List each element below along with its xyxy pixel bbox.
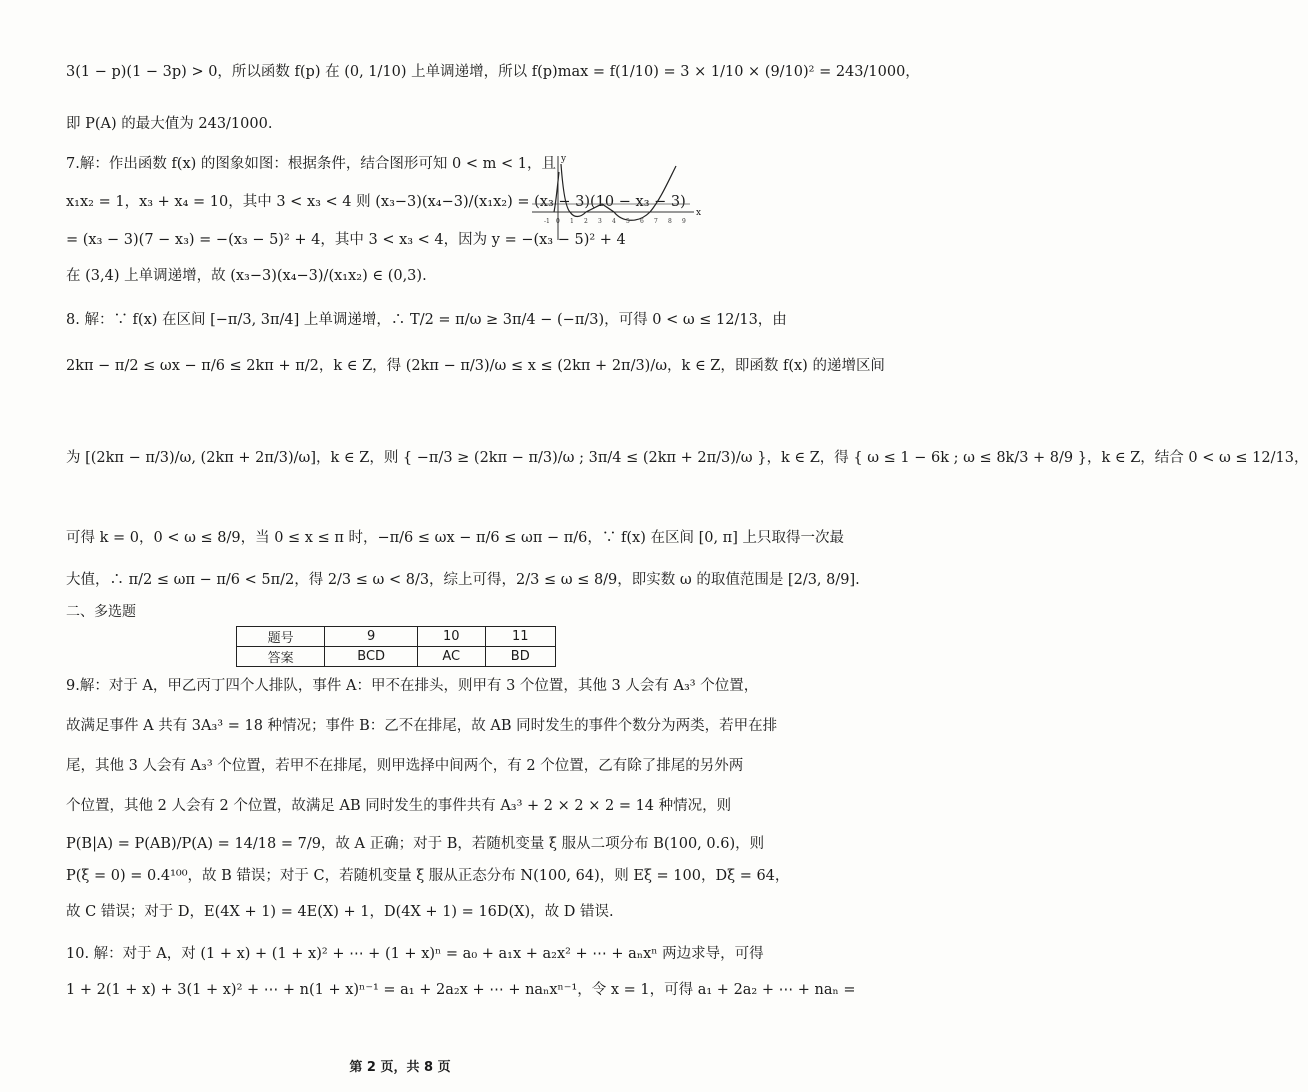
text-line-2: 即 P(A) 的最大值为 243/1000. [66,116,273,132]
table-cell: 答案 [237,647,325,667]
answer-table-header-row [237,627,556,647]
y-axis-label: y [561,154,567,164]
table-cell: 10 [418,627,485,647]
text-line-19: 故 C 错误；对于 D，E(4X + 1) = 4E(X) + 1，D(4X + 1) = 16D(X)，故 D 错误. [66,904,614,920]
text-line-16: 个位置，其他 2 人会有 2 个位置，故满足 AB 同时发生的事件共有 A₃³ + 2 × 2 × 2 = 14 种情况，则 [66,798,732,814]
text-line-18: P(ξ = 0) = 0.4¹⁰⁰，故 B 错误；对于 C，若随机变量 ξ 服从正态分布 N(100, 64)，则 Eξ = 100，Dξ = 64， [66,868,790,884]
table-cell: 9 [325,627,418,647]
tick-label: 4 [612,218,616,225]
function-graph [530,152,700,242]
table-cell: BD [485,647,556,667]
text-line-14: 故满足事件 A 共有 3A₃³ = 18 种情况；事件 B：乙不在排尾，故 AB 同时发生的事件个数分为两类，若甲在排 [66,718,778,734]
x-axis-label: x [696,208,702,218]
tick-label: 0 [556,218,560,225]
tick-label: 7 [654,218,658,225]
text-line-1: 3(1 − p)(1 − 3p) > 0，所以函数 f(p) 在 (0, 1/10) 上单调递增，所以 f(p)max = f(1/10) = 3 × 1/10 × (9/10)² = 243/1000， [66,64,920,80]
text-line-5: = (x₃ − 3)(7 − x₃) = −(x₃ − 5)² + 4，其中 3 < x₃ < 4，因为 y = −(x₃ − 5)² + 4 [66,232,626,248]
answer-table-answer-row [237,647,556,667]
tick-label: 5 [626,218,630,225]
text-line-9: 为 [(2kπ − π/3)/ω, (2kπ + 2π/3)/ω]，k ∈ Z，则 { −π/3 ≥ (2kπ − π/3)/ω ; 3π/4 ≤ (2kπ + 2π/3)/ω }，k ∈ Z，得 { ω ≤ 1 − 6k ; ω ≤ 8k/3 + 8/9 }，k ∈ Z，结合 0 < ω ≤ 12/13， [66,450,1308,466]
text-line-11: 大值，∴ π/2 ≤ ωπ − π/6 < 5π/2，得 2/3 ≤ ω < 8/3，综上可得，2/3 ≤ ω ≤ 8/9，即实数 ω 的取值范围是 [2/3, 8/9]. [66,572,860,588]
table-cell: 题号 [237,627,325,647]
text-line-21: 1 + 2(1 + x) + 3(1 + x)² + ⋯ + n(1 + x)ⁿ⁻¹ = a₁ + 2a₂x + ⋯ + naₙxⁿ⁻¹，令 x = 1，可得 a₁ + 2a₂ + ⋯ + naₙ = [66,982,856,998]
tick-label: 1 [570,218,574,225]
text-line-4: x₁x₂ = 1，x₃ + x₄ = 10，其中 3 < x₃ < 4 则 (x₃−3)(x₄−3)/(x₁x₂) = (x₃ − 3)(10 − x₃ − 3) [66,194,686,210]
text-line-6: 在 (3,4) 上单调递增，故 (x₃−3)(x₄−3)/(x₁x₂) ∈ (0,3). [66,268,427,284]
text-line-20: 10. 解：对于 A，对 (1 + x) + (1 + x)² + ⋯ + (1 + x)ⁿ = a₀ + a₁x + a₂x² + ⋯ + aₙxⁿ 两边求导，可得 [66,946,764,962]
page-footer: 第 2 页，共 8 页 [349,1060,451,1075]
tick-label: 9 [682,218,686,225]
answer-table [236,626,556,667]
tick-label: -1 [544,218,550,225]
text-line-8: 2kπ − π/2 ≤ ωx − π/6 ≤ 2kπ + π/2，k ∈ Z，得 (2kπ − π/3)/ω ≤ x ≤ (2kπ + 2π/3)/ω，k ∈ Z，即函数 f(x) 的递增区间 [66,358,885,374]
table-cell: AC [418,647,485,667]
table-cell: 11 [485,627,556,647]
tick-label: 2 [584,218,588,225]
table-cell: BCD [325,647,418,667]
text-line-17: P(B|A) = P(AB)/P(A) = 14/18 = 7/9，故 A 正确；对于 B，若随机变量 ξ 服从二项分布 B(100, 0.6)，则 [66,836,765,852]
section-heading: 二、多选题 [66,604,136,620]
text-line-7: 8. 解：∵ f(x) 在区间 [−π/3, 3π/4] 上单调递增，∴ T/2 = π/ω ≥ 3π/4 − (−π/3)，可得 0 < ω ≤ 12/13，由 [66,312,787,328]
text-line-13: 9.解：对于 A，甲乙丙丁四个人排队，事件 A：甲不在排头，则甲有 3 个位置，其他 3 人会有 A₃³ 个位置， [66,678,759,694]
tick-label: 8 [668,218,672,225]
tick-label: 6 [640,218,644,225]
text-line-15: 尾，其他 3 人会有 A₃³ 个位置，若甲不在排尾，则甲选择中间两个，有 2 个位置，乙有除了排尾的另外两 [66,758,744,774]
tick-label: 3 [598,218,602,225]
text-line-3: 7.解：作出函数 f(x) 的图象如图：根据条件，结合图形可知 0 < m < 1，且 [66,156,556,172]
text-line-10: 可得 k = 0，0 < ω ≤ 8/9，当 0 ≤ x ≤ π 时，−π/6 ≤ ωx − π/6 ≤ ωπ − π/6，∵ f(x) 在区间 [0, π] 上只取得一次最 [66,530,844,546]
